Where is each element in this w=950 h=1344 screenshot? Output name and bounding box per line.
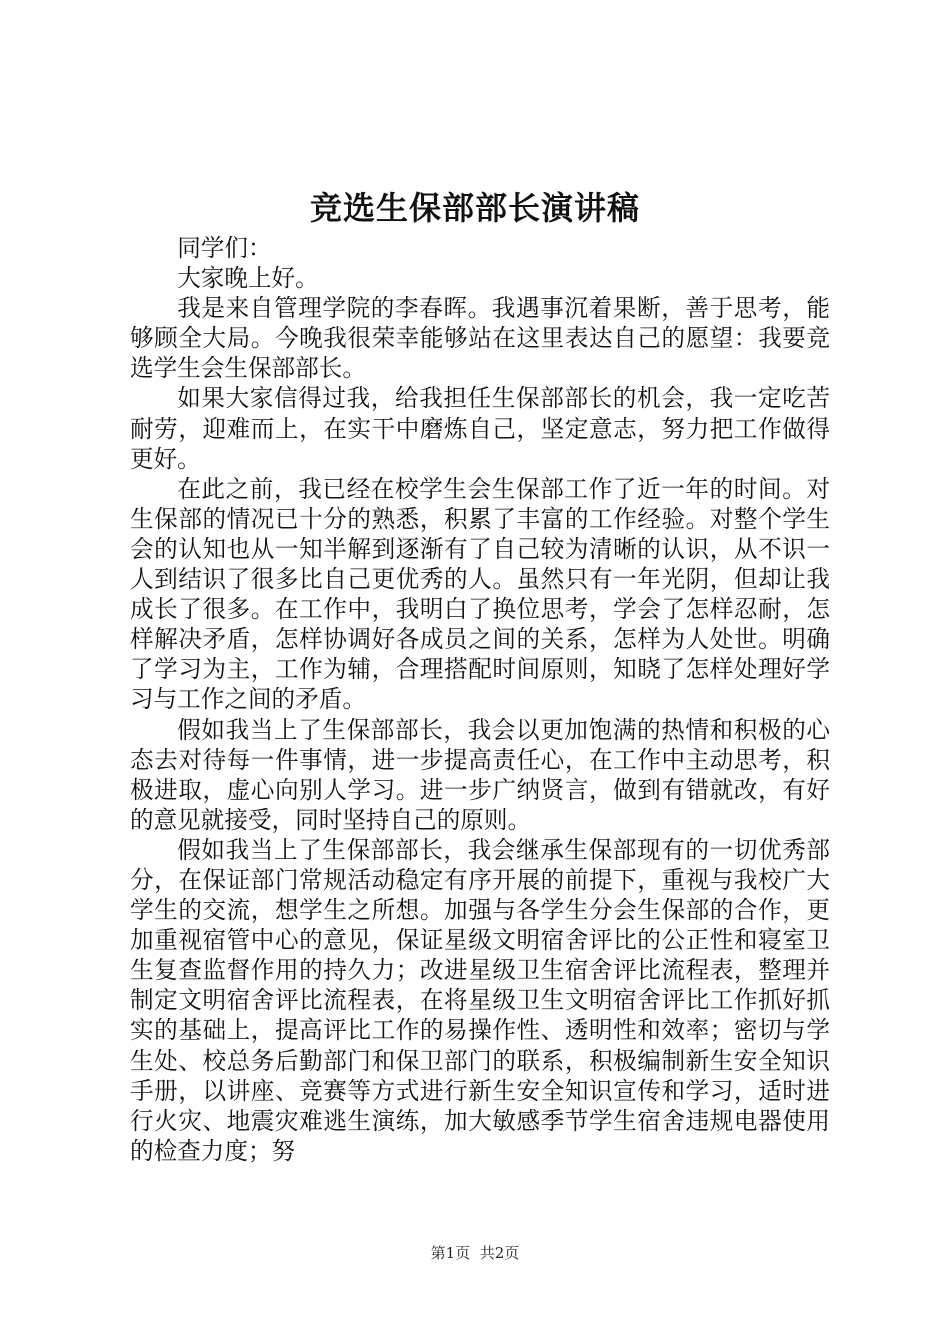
page-number-total: 共2页 bbox=[479, 1244, 520, 1262]
paragraph-salutation: 大家晚上好。 bbox=[177, 264, 319, 293]
page-number-current: 第1页 bbox=[430, 1244, 471, 1262]
paragraph-experience: 在此之前，我已经在校学生会生保部工作了近一年的时间。对生保部的情况已十分的熟悉，积累了丰富的工作经验。对整个学生会的认知也从一知半解到逐渐有了自己较为清晰的认识，从不识一人到结识了很多比自己更优秀的人。虽然只有一年光阴，但却让我成长了很多。在工作中，我明白了换位思考，学会了怎样忍耐，怎样解决矛盾，怎样协调好各成员之间的关系，怎样为人处世。明确了学习为主，工作为辅，合理搭配时间原则，知晓了怎样处理好学习与工作之间的矛盾。 bbox=[130, 474, 830, 714]
paragraph-introduction: 我是来自管理学院的李春晖。我遇事沉着果断，善于思考，能够顾全大局。今晚我很荣幸能够站在这里表达自己的愿望：我要竞选学生会生保部部长。 bbox=[130, 294, 830, 383]
page-footer bbox=[0, 1243, 950, 1263]
paragraph-commitment: 如果大家信得过我，给我担任生保部部长的机会，我一定吃苦耐劳，迎难而上，在实干中磨炼自己，坚定意志，努力把工作做得更好。 bbox=[130, 384, 830, 473]
document-body bbox=[130, 233, 830, 1166]
paragraph-attitude-plan: 假如我当上了生保部部长，我会以更加饱满的热情和积极的心态去对待每一件事情，进一步提高责任心，在工作中主动思考，积极进取，虚心向别人学习。进一步广纳贤言，做到有错就改，有好的意见就接受，同时坚持自己的原则。 bbox=[130, 715, 830, 834]
paragraph-greeting: 同学们： bbox=[177, 234, 272, 262]
page-title: 竞选生保部部长演讲稿 bbox=[309, 189, 640, 227]
paragraph-work-plan: 假如我当上了生保部部长，我会继承生保部现有的一切优秀部分，在保证部门常规活动稳定有序开展的前提下，重视与我校广大学生的交流，想学生之所想。加强与各学生分会生保部的合作，更加重视宿管中心的意见，保证星级文明宿舍评比的公正性和寝室卫生复查监督作用的持久力；改进星级卫生宿舍评比流程表，整理并制定文明宿舍评比流程表，在将星级卫生文明宿舍评比工作抓好抓实的基础上，提高评比工作的易操作性、透明性和效率；密切与学生处、校总务后勤部门和保卫部门的联系，积极编制新生安全知识手册，以讲座、竞赛等方式进行新生安全知识宣传和学习，适时进行火灾、地震灾难逃生演练，加大敏感季节学生宿舍违规电器使用的检查力度；努 bbox=[130, 835, 830, 1165]
